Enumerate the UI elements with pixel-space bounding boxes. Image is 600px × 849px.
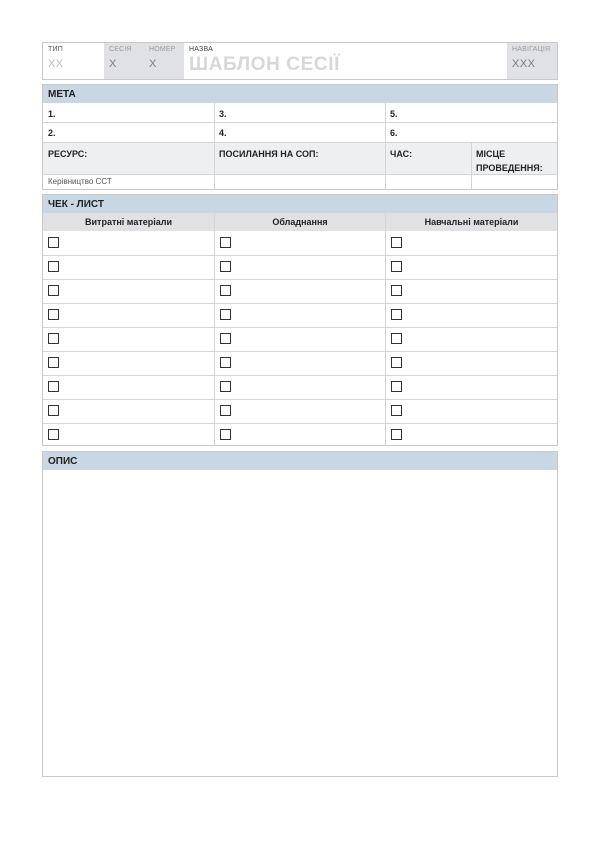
checkbox[interactable] — [391, 333, 402, 344]
checkbox[interactable] — [48, 261, 59, 272]
name-cell — [184, 43, 507, 79]
checkbox[interactable] — [48, 285, 59, 296]
row-divider — [43, 375, 557, 376]
goal-item-2[interactable]: 2. — [48, 128, 56, 138]
checkbox[interactable] — [220, 357, 231, 368]
row-divider — [43, 327, 557, 328]
goal-item-3[interactable]: 3. — [219, 109, 227, 119]
goal-heading: МЕТА — [43, 85, 557, 103]
checkbox[interactable] — [391, 357, 402, 368]
checklist-section — [42, 194, 558, 446]
type-caption: ТИП — [48, 46, 63, 53]
checkbox[interactable] — [48, 429, 59, 440]
sop-label: ПОСИЛАННЯ НА СОП: — [219, 149, 319, 159]
type-value[interactable]: XX — [48, 58, 64, 70]
nav-caption: НАВІГАЦІЯ — [512, 46, 551, 53]
goal-section — [42, 84, 558, 190]
checkbox[interactable] — [391, 285, 402, 296]
column-consumables: Витратні матеріали — [43, 213, 214, 231]
checkbox[interactable] — [220, 333, 231, 344]
checkbox[interactable] — [220, 261, 231, 272]
checkbox[interactable] — [220, 309, 231, 320]
nav-cell — [507, 43, 557, 79]
number-value[interactable]: X — [149, 58, 157, 70]
time-label: ЧАС: — [390, 149, 413, 159]
checkbox[interactable] — [48, 381, 59, 392]
checkbox[interactable] — [48, 405, 59, 416]
location-label: МІСЦЕ ПРОВЕДЕННЯ: — [476, 149, 543, 173]
row-divider — [43, 399, 557, 400]
number-caption: НОМЕР — [149, 46, 176, 53]
checkbox[interactable] — [391, 381, 402, 392]
column-training-materials: Навчальні матеріали — [386, 213, 557, 231]
session-header — [42, 42, 558, 80]
divider — [43, 122, 557, 123]
number-cell — [144, 43, 184, 79]
name-caption: НАЗВА — [189, 46, 213, 53]
checkbox[interactable] — [220, 429, 231, 440]
session-caption: СЕСІЯ — [109, 46, 132, 53]
session-value[interactable]: X — [109, 58, 117, 70]
nav-value[interactable]: XXX — [512, 58, 536, 70]
column-equipment: Обладнання — [215, 213, 385, 231]
checkbox[interactable] — [48, 237, 59, 248]
row-divider — [43, 351, 557, 352]
checkbox[interactable] — [48, 357, 59, 368]
checkbox[interactable] — [220, 405, 231, 416]
goal-item-5[interactable]: 5. — [390, 109, 398, 119]
resource-value[interactable]: Керівництво ССТ — [48, 177, 112, 186]
type-cell — [43, 43, 104, 79]
checkbox[interactable] — [220, 237, 231, 248]
goal-item-1[interactable]: 1. — [48, 109, 56, 119]
checkbox[interactable] — [391, 237, 402, 248]
goal-item-6[interactable]: 6. — [390, 128, 398, 138]
description-body[interactable] — [43, 470, 557, 776]
checklist-heading: ЧЕК - ЛИСТ — [43, 195, 557, 213]
checkbox[interactable] — [391, 309, 402, 320]
divider — [214, 213, 215, 445]
checkbox[interactable] — [391, 261, 402, 272]
row-divider — [43, 303, 557, 304]
session-title[interactable]: ШАБЛОН СЕСІЇ — [189, 54, 340, 75]
session-cell — [104, 43, 144, 79]
checkbox[interactable] — [220, 381, 231, 392]
description-heading: ОПИС — [43, 452, 557, 470]
row-divider — [43, 423, 557, 424]
goal-item-4[interactable]: 4. — [219, 128, 227, 138]
checkbox[interactable] — [220, 285, 231, 296]
checkbox[interactable] — [391, 405, 402, 416]
resource-label: РЕСУРС: — [48, 149, 88, 159]
description-section — [42, 451, 558, 777]
checkbox[interactable] — [48, 309, 59, 320]
checkbox[interactable] — [391, 429, 402, 440]
row-divider — [43, 255, 557, 256]
row-divider — [43, 279, 557, 280]
divider — [385, 213, 386, 445]
checkbox[interactable] — [48, 333, 59, 344]
